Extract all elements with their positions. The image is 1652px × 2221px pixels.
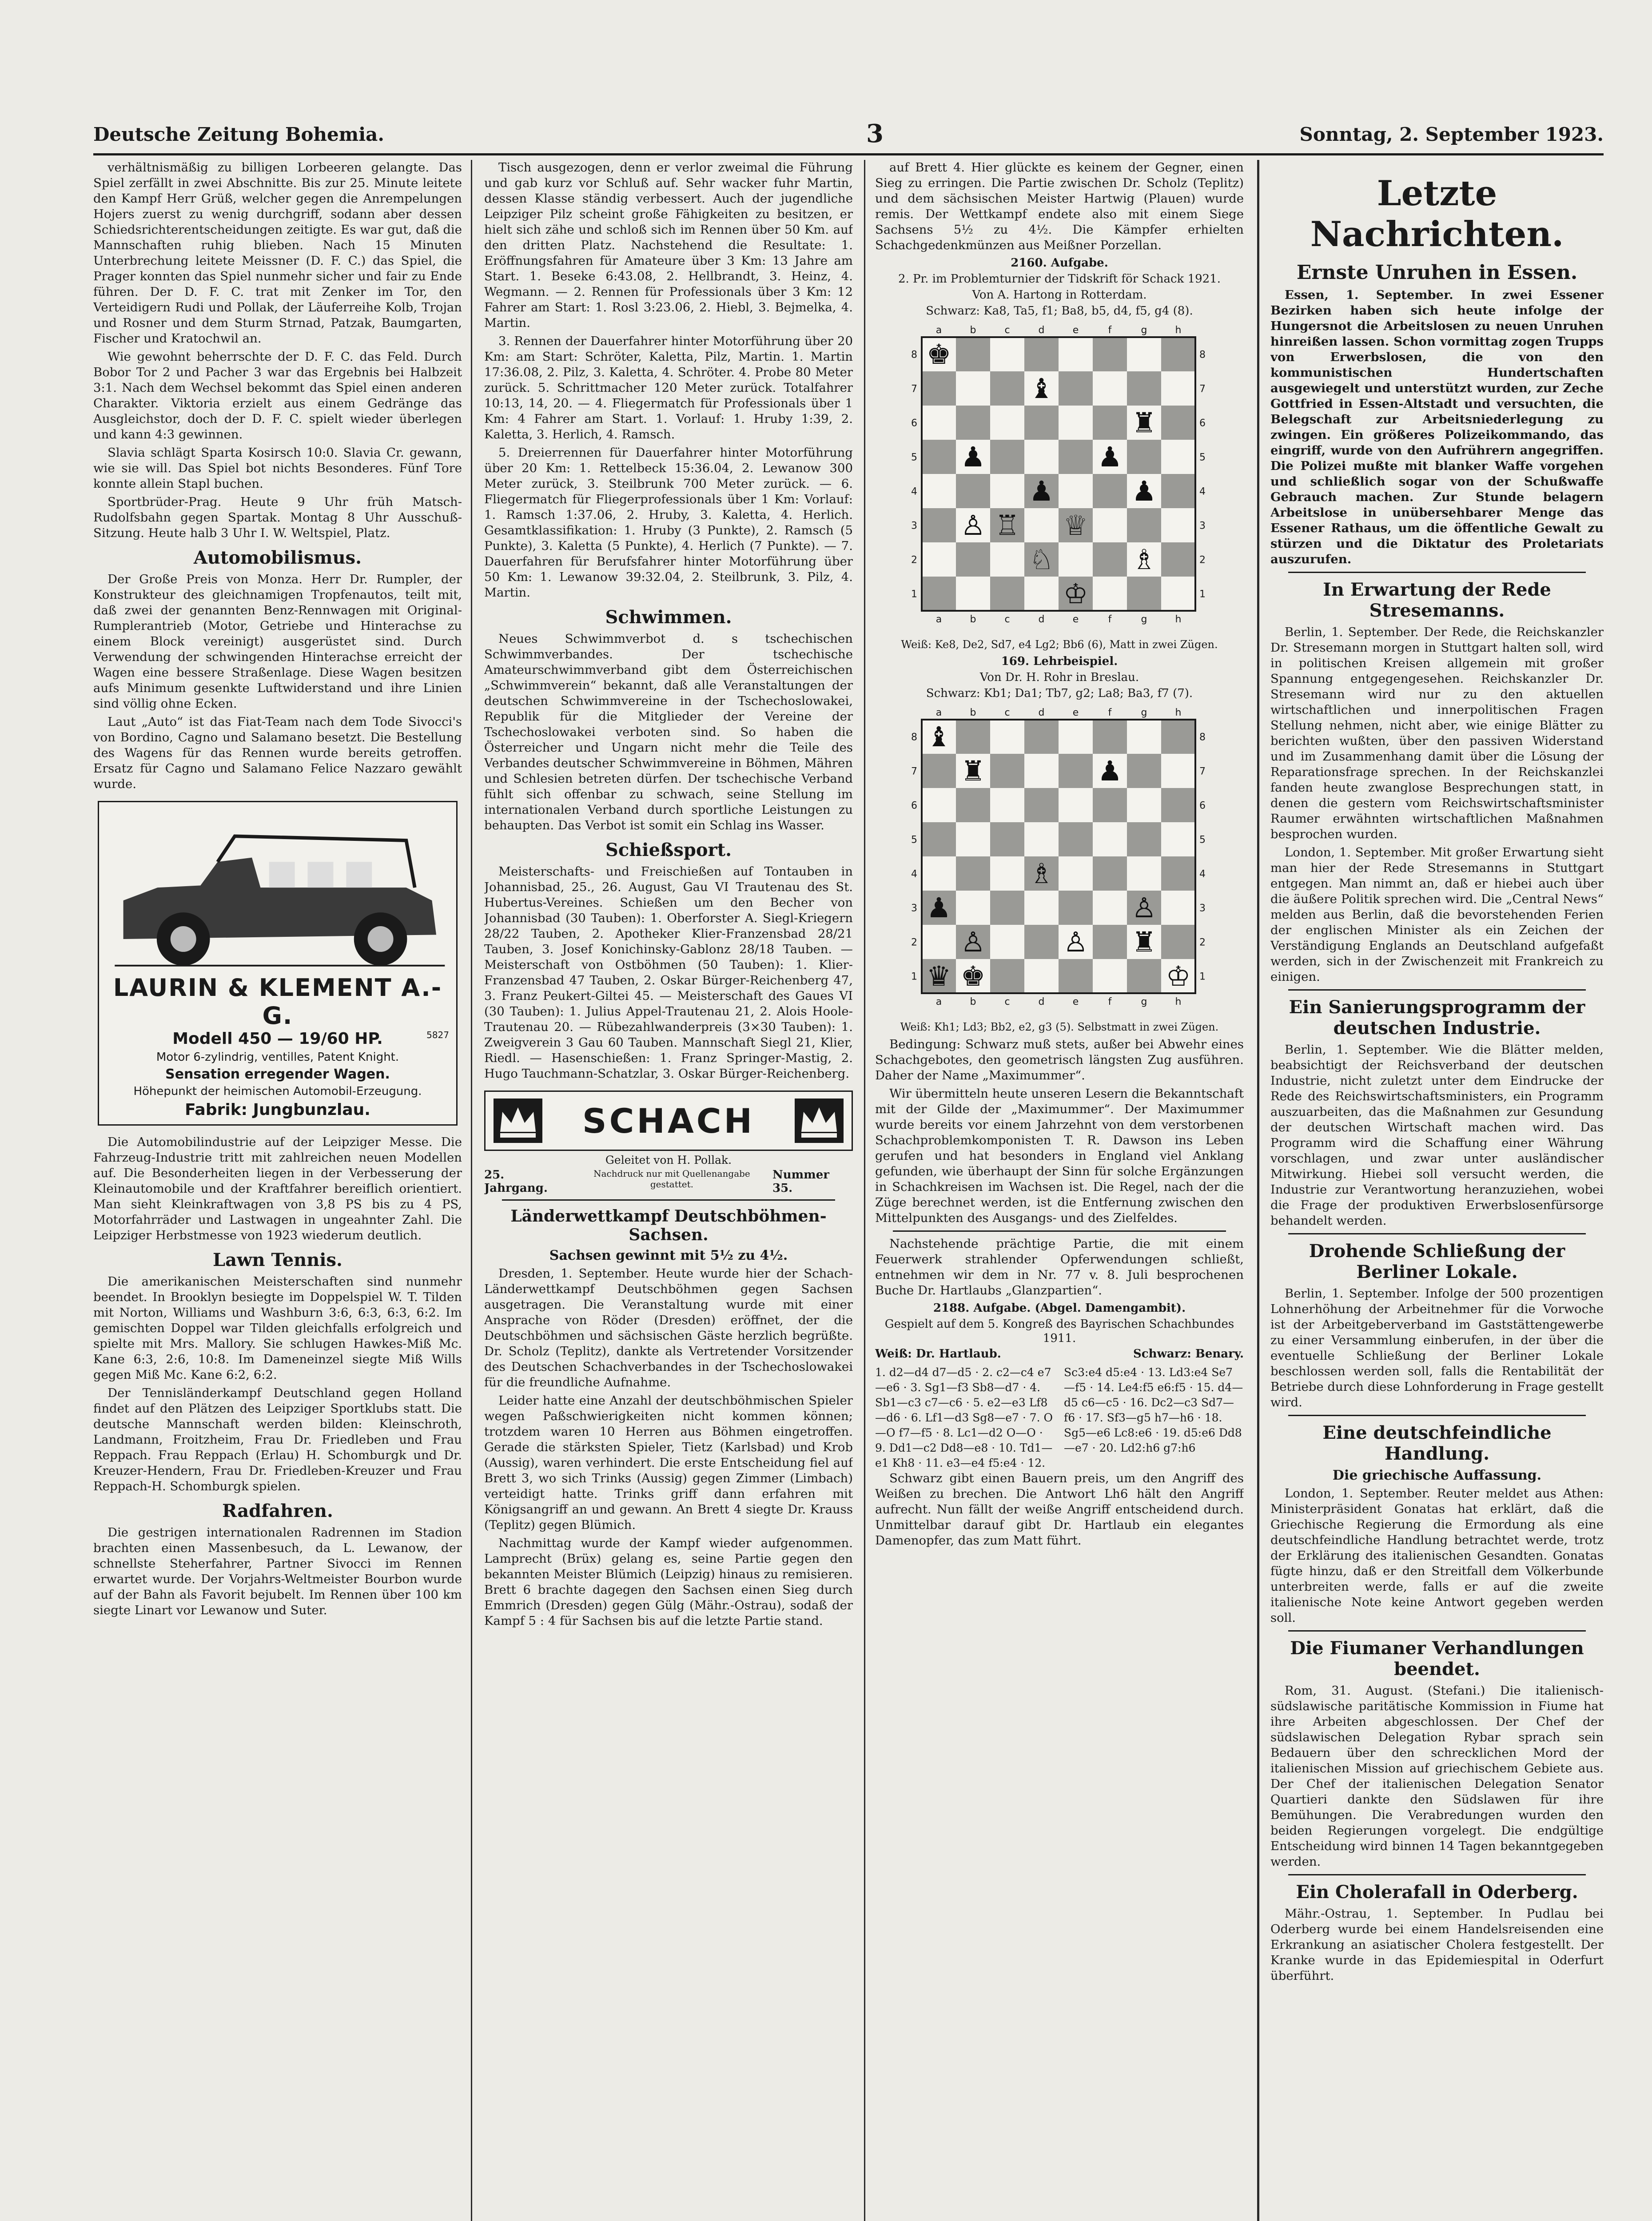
- board-label: 6: [1199, 800, 1206, 812]
- issue-date: Sonntag, 2. September 1923.: [1299, 123, 1604, 145]
- section-heading: Ernste Unruhen in Essen.: [1296, 261, 1578, 284]
- chess-number: Nummer 35.: [772, 1168, 829, 1195]
- section-heading: Schwimmen.: [605, 607, 732, 628]
- board-square: [1024, 440, 1059, 474]
- chess-piece-icon: ♝: [926, 720, 951, 753]
- article-text: Tisch ausgezogen, denn er verlor zweimal die Führung und gab kurz vor Schluß auf. Sehr wacker fuhr Martin, dessen Klasse ständig verbessert. Auch der jugendliche Leipziger Pilz scheint große Fähigkeiten zu besitzen, er hielt sich zähe und schloß sich im Rennen über 50 Km. auf den dritten Platz. Nachstehend die Resultate: 1. Eröffnungsfahren für Amateure über 3 Km: 13 Jahre am Start. 1. Beseke 6:43.08, 2. Hellbrandt, 3. Heinz, 4. Wegmann. — 2. Rennen für Professionals über 3 Km: 12 Fahrer am Start: 1. Rosl 3:23.06, 2. Hiebl, 3. Bejmelka, 4. Martin.: [484, 160, 853, 330]
- divider: [1288, 1874, 1586, 1875]
- article-text: verhältnismäßig zu billigen Lorbeeren gelangte. Das Spiel zerfällt in zwei Abschnitte. Bis zur 25. Minute leitete den Kampf Herr Grüß, welcher gegen die Anrempelungen Hojers zuerst zu wenig durchgriff, sodann aber dessen Schiedsrichterentscheidungen zeitigte. Es war gut, daß die Mannschaften ruhig blieben. Nach 15 Minuten Unterbrechung leitete Meissner (D. F. C.) das Spiel, die Prager konnten das Spiel nunmehr sicher und fair zu Ende führen. Der D. F. C. trat mit Zenker im Tor, den Verteidigern Rudi und Pollak, der Läuferreihe Kolb, Trojan und Rosner und dem Sturm Strnad, Patzak, Baumgarten, Fischer und Kratochwil an.: [93, 160, 462, 346]
- car-advertisement: [98, 801, 458, 1126]
- chess-piece-icon: ♔: [1063, 577, 1088, 610]
- board-square: [956, 856, 990, 891]
- board-label: e: [1072, 614, 1079, 625]
- board-square: [1059, 440, 1093, 474]
- board-label: d: [1038, 614, 1045, 625]
- chess-piece-icon: ♙: [1131, 892, 1157, 924]
- article-text: Die gestrigen internationalen Radrennen im Stadion brachten einen Massenbesuch, da L. Lewanow, der schnellste Steherfahrer, Partner Sivocci im Rennen erwartet wurde. Der Vorjahrs-Weltmeister Bourbon wurde auf der Bahn als Favorit bejubelt. Im Rennen über 100 km siegte Linart vor Lewanow und Suter.: [93, 1525, 462, 1617]
- article-text: Berlin, 1. September. Der Rede, die Reichskanzler Dr. Stresemann morgen in Stuttgart halten soll, wird in politischen Kreisen allgemein mit großer Spannung entgegengesehen. Reichskanzler Dr. Stresemann wird nur zu den aktuellen wirtschaftlichen und innerpolitischen Fragen Stellung nehmen, nicht aber, wie einige Blätter zu berichten wußten, über den passiven Widerstand und im Zusammenhang damit über die Lösung der Reparationsfrage sprechen. In der Reichskanzlei fanden heute zwanglose Besprechungen statt, in denen die gestern vom Reichswirtschaftsminister Raumer erwähnten wirtschaftlichen Maßnahmen besprochen wurden.: [1270, 625, 1604, 841]
- game-moves: 1. d2—d4 d7—d5 · 2. c2—c4 e7—e6 · 3. Sg1—f3 Sb8—d7 · 4. Sb1—c3 c7—c6 · 5. e2—e3 Lf8—d6 · 6. Lf1—d3 Sg8—e7 · 7. O—O f7—f5 · 8. Lc1—d2 O—O · 9. Dd1—c2 Dd8—e8 · 10. Td1—e1 Kh8 · 11. e3—e4 f5:e4 · 12. Sc3:e4 d5:e4 · 13. Ld3:e4 Se7—f5 · 14. Le4:f5 e6:f5 · 15. d4—d5 c6—c5 · 16. Dc2—c3 Sd7—f6 · 17. Sf3—g5 h7—h6 · 18. Sg5—e6 Lc8:e6 · 19. d5:e6 Dd8—e7 · 20. Ld2:h6 g7:h6: [875, 1366, 1243, 1469]
- board-label: g: [1141, 996, 1147, 1007]
- board-square: [922, 577, 956, 611]
- chessboard-1: [906, 322, 1213, 634]
- chess-piece-icon: ♚: [926, 338, 951, 371]
- board-square: [956, 406, 990, 440]
- board-label: h: [1175, 325, 1182, 336]
- crown-icon: [795, 1099, 844, 1143]
- article-text: Nachmittag wurde der Kampf wieder aufgenommen. Lamprecht (Brüx) gelang es, seine Partie gegen den bekannten Meister Blümich (Leipzig) hinaus zu remisieren. Brett 6 brachte dagegen den Sachsen einen Sieg durch Emmrich (Dresden) gegen Gülg (Mähr.-Ostrau), sodaß der Kampf 5 : 4 für Sachsen bis auf die letzte Partie stand.: [484, 1536, 853, 1628]
- board-label: 7: [911, 766, 917, 777]
- page-header: [93, 119, 1604, 155]
- board-label: d: [1038, 707, 1045, 718]
- chess-piece-icon: ♗: [1131, 543, 1157, 576]
- board-square: [956, 577, 990, 611]
- article-text: Wir übermitteln heute unseren Lesern die Bekanntschaft mit der Gilde der „Maximummer“. Der Maximummer wurde bereits vor einem Jahrzehnt von dem verstorbenen Schachproblemkomponisten T. R. Dawson ins Leben gerufen und hat besonders in England viel Anklang gefunden, wie überhaupt der Sinn für solche Ergänzungen in Schachkreisen im Wachsen ist. Die Regel, nach der die Züge berechnet werden, ist die Entfernung zwischen den Mittelpunkten des Ausgangs- und des Zielfeldes.: [875, 1087, 1244, 1225]
- board-square: [1059, 754, 1093, 788]
- board-square: [990, 959, 1024, 993]
- chess-piece-icon: ♔: [1166, 960, 1191, 993]
- chess-reprint-note: Nachdruck nur mit Quellenangabe gestattet.: [593, 1168, 750, 1190]
- board-square: [956, 788, 990, 822]
- divider: [893, 1230, 1226, 1232]
- board-square: [1024, 925, 1059, 959]
- board-square: [922, 822, 956, 856]
- chess-piece-icon: ♟: [1097, 755, 1123, 788]
- board-label: 7: [1199, 383, 1206, 395]
- board-label: b: [970, 325, 976, 336]
- board-label: c: [1004, 325, 1010, 336]
- board-label: 5: [911, 834, 917, 846]
- white-player: Weiß: Dr. Hartlaub.: [875, 1347, 1001, 1361]
- board-square: [956, 822, 990, 856]
- board-square: [1127, 720, 1161, 754]
- chess-piece-icon: ♟: [960, 441, 986, 474]
- board-square: [1024, 406, 1059, 440]
- board-label: a: [935, 614, 942, 625]
- board-square: [990, 371, 1024, 406]
- board-square: [1024, 891, 1059, 925]
- board-square: [990, 720, 1024, 754]
- chess-piece-icon: ♛: [926, 960, 951, 993]
- chess-piece-icon: ♟: [1029, 475, 1054, 508]
- chess-piece-icon: ♟: [926, 892, 951, 924]
- board-label: 8: [1199, 349, 1206, 361]
- board-label: h: [1175, 996, 1182, 1007]
- section-heading: Ein Sanierungsprogramm der deutschen Industrie.: [1289, 997, 1585, 1039]
- problem-white: Weiß: Kh1; Ld3; Bb2, e2, g3 (5). Selbstmatt in zwei Zügen.: [900, 1021, 1219, 1033]
- problem-black: Schwarz: Kb1; Da1; Tb7, g2; La8; Ba3, f7 (7).: [926, 687, 1193, 700]
- board-square: [1093, 337, 1127, 371]
- chess-piece-icon: ♙: [960, 926, 986, 959]
- black-player: Schwarz: Benary.: [1133, 1347, 1244, 1361]
- column-divider: [864, 160, 865, 2221]
- section-heading: In Erwartung der Rede Stresemanns.: [1323, 579, 1551, 621]
- board-square: [1161, 406, 1195, 440]
- board-square: [1161, 577, 1195, 611]
- ad-line: Höhepunkt der heimischen Automobil-Erzeugung.: [133, 1085, 422, 1098]
- article-text: Die Automobilindustrie auf der Leipziger Messe. Die Fahrzeug-Industrie tritt mit zahlreichen neuen Modellen auf. Die Besonderheiten liegen in der Verbesserung der Kleinautomobile und der Kraftfahrer bereiflich orientiert. Man sieht Kleinkraftwagen von 3,8 PS bis zu 4 PS, Motorfahrräder und Lastwagen in ungeahnter Zahl. Die Leipziger Herbstmesse von 1923 wiederum deutlich.: [93, 1135, 462, 1242]
- board-square: [1127, 856, 1161, 891]
- ad-line: Sensation erregender Wagen.: [165, 1067, 390, 1082]
- board-square: [1059, 822, 1093, 856]
- board-square: [1024, 720, 1059, 754]
- chess-piece-icon: ♜: [1131, 926, 1157, 959]
- board-square: [1093, 508, 1127, 542]
- problem-author: Von A. Hartong in Rotterdam.: [972, 288, 1147, 302]
- board-square: [1093, 577, 1127, 611]
- chess-volume: 25. Jahrgang.: [484, 1168, 548, 1195]
- board-square: [922, 856, 956, 891]
- section-heading: Lawn Tennis.: [213, 1250, 342, 1270]
- crown-icon: [494, 1099, 542, 1143]
- section-heading: Drohende Schließung der Berliner Lokale.: [1309, 1241, 1565, 1282]
- board-label: 6: [1199, 418, 1206, 429]
- board-square: [990, 474, 1024, 508]
- board-label: 8: [911, 732, 917, 743]
- chess-piece-icon: ♜: [960, 755, 986, 788]
- board-square: [1127, 788, 1161, 822]
- divider: [1288, 989, 1586, 991]
- board-label: 4: [911, 486, 917, 498]
- article-text: Laut „Auto“ ist das Fiat-Team nach dem Tode Sivocci's von Bordino, Cagno und Salamano besetzt. Die Bestellung des Wagens für das Rennen wurde bereits getroffen. Ersatz für Cagno und Salamano Felice Nazzaro gewählt wurde.: [93, 715, 462, 791]
- board-square: [1093, 856, 1127, 891]
- board-label: a: [935, 325, 942, 336]
- section-heading: Eine deutschfeindliche Handlung.: [1322, 1422, 1552, 1464]
- board-square: [1093, 720, 1127, 754]
- board-square: [990, 754, 1024, 788]
- board-label: 5: [1199, 452, 1206, 463]
- section-heading: Ein Cholerafall in Oderberg.: [1296, 1882, 1578, 1903]
- ad-model-text: Modell 450 — 19/60 HP.: [172, 1030, 383, 1048]
- board-label: d: [1038, 325, 1045, 336]
- board-label: 1: [911, 971, 917, 983]
- section-title: Letzte Nachrichten.: [1310, 173, 1564, 255]
- board-square: [1161, 754, 1195, 788]
- board-square: [1059, 959, 1093, 993]
- board-square: [1024, 577, 1059, 611]
- board-label: a: [935, 996, 942, 1007]
- chess-meta: [484, 1168, 853, 1195]
- article-text: Die amerikanischen Meisterschaften sind nunmehr beendet. In Brooklyn besiegte im Doppelspiel W. T. Tilden mit Norton, Williams und Washburn 3:6, 6:3, 6:3, 6:2. Im gemischten Doppel war Tilden gleichfalls erfolgreich und spielte mit Mrs. Mallory. Sie schlugen Hawkes-Miß Mc. Kane 6:3, 2:6, 10:8. Im Dameneinzel siegte Miß Wills gegen Miß Mc. Kane 6:2, 6:2.: [93, 1274, 462, 1382]
- board-square: [1161, 508, 1195, 542]
- column-divider: [471, 160, 472, 2221]
- board-square: [1024, 508, 1059, 542]
- board-label: c: [1004, 614, 1010, 625]
- divider: [1288, 1415, 1586, 1416]
- page-number: 3: [866, 119, 884, 148]
- section-heading: Automobilismus.: [193, 547, 362, 568]
- problem-black: Schwarz: Ka8, Ta5, f1; Ba8, b5, d4, f5, g4 (8).: [926, 304, 1193, 318]
- chess-piece-icon: ♙: [1063, 926, 1088, 959]
- board-square: [922, 788, 956, 822]
- board-square: [1024, 337, 1059, 371]
- article-text: Leider hatte eine Anzahl der deutschböhmischen Spieler wegen Paßschwierigkeiten nicht kommen können; trotzdem waren 10 Herren aus Böhmen eingetroffen. Gerade die stärksten Spieler, Tietz (Karlsbad) und Krob (Aussig), waren verhindert. Die erste Entscheidung fiel auf Brett 3, wo sich Trinks (Aussig) gegen Zimmer (Limbach) verteidigt hatte. Trinks griff dann erfahren mit Königsangriff an und gewann. An Brett 4 siegte Dr. Krauss (Teplitz) gegen Blümich.: [484, 1393, 853, 1532]
- board-square: [1127, 440, 1161, 474]
- section-heading: Radfahren.: [222, 1501, 333, 1521]
- board-square: [956, 371, 990, 406]
- board-square: [1024, 754, 1059, 788]
- board-square: [1093, 925, 1127, 959]
- board-square: [922, 925, 956, 959]
- board-square: [1161, 925, 1195, 959]
- board-square: [1093, 822, 1127, 856]
- board-square: [990, 788, 1024, 822]
- board-square: [990, 542, 1024, 577]
- column-latest-news: [1270, 160, 1604, 2221]
- board-square: [922, 542, 956, 577]
- board-square: [1093, 406, 1127, 440]
- game-players: [875, 1347, 1244, 1361]
- board-label: 3: [1199, 903, 1206, 914]
- board-square: [1127, 508, 1161, 542]
- board-square: [1059, 542, 1093, 577]
- column-sports-2: [484, 160, 853, 2221]
- board-square: [1161, 337, 1195, 371]
- board-label: 3: [1199, 520, 1206, 532]
- article-text: Meisterschafts- und Freischießen auf Tontauben in Johannisbad, 25., 26. August, Gau VI Trautenau des St. Hubertus-Vereines. Schießen um den Becher von Johannisbad (30 Tauben): 1. Oberforster A. Siegl-Kriegern 28/22 Tauben, 2. Apotheker Klier-Franzensbad 28/21 Tauben, 3. Josef Konichinsky-Gablonz 28/18 Tauben. — Meisterschaft von Ostböhmen (50 Tauben): 1. Klier-Franzensbad 47 Tauben, 2. Oskar Bürger-Reichenberg 47, 3. Franz Peukert-Giltei 45. — Meisterschaft des Gaues VI (30 Tauben): 1. Julius Appel-Trautenau 21, 2. Alois Hoole-Trautenau 20. — Rübezahlwanderpreis (3×30 Tauben): 1. Zweigverein 3 Gau 60 Tauben. Mannschaft Siegl 21, Klier, Riedl. — Hasenschießen: 1. Franz Springer-Mastig, 2. Hugo Tauchmann-Schatzlar, 3. Oskar Bürger-Reichenberg.: [484, 864, 853, 1081]
- problem-heading: 169. Lehrbeispiel.: [1001, 655, 1118, 668]
- column-chess: [875, 160, 1244, 2221]
- chess-title: SCHACH: [582, 1101, 755, 1141]
- board-label: 6: [911, 418, 917, 429]
- board-square: [1161, 788, 1195, 822]
- chessboard-diagram: [906, 704, 1213, 1015]
- chess-piece-icon: ♜: [1131, 406, 1157, 439]
- board-square: [1161, 891, 1195, 925]
- car-illustration: [106, 808, 449, 972]
- board-square: [1161, 440, 1195, 474]
- board-label: c: [1004, 707, 1010, 718]
- divider: [1288, 1630, 1586, 1632]
- board-square: [922, 508, 956, 542]
- article-text: Nachstehende prächtige Partie, die mit einem Feuerwerk strahlender Opferwendungen schließt, entnehmen wir dem in Nr. 77 v. 8. Juli besprochenen Buche Dr. Hartlaubs „Glanzpartien“.: [875, 1237, 1244, 1298]
- board-square: [1161, 856, 1195, 891]
- article-text: London, 1. September. Mit großer Erwartung sieht man hier der Rede Stresemanns in Stuttgart entgegen. Man nimmt an, daß er hiebei auch über die äußere Politik sprechen wird. Die „Central News“ melden aus Berlin, daß die bevorstehenden Ferien der englischen Minister als ein Zeichen der Verständigung Englands an Deutschland aufgefaßt werden, sich in der Zwischenzeit mit Frankreich zu einigen.: [1270, 845, 1604, 984]
- board-label: a: [935, 707, 942, 718]
- article-text: Schwarz gibt einen Bauern preis, um den Angriff des Weißen zu brechen. Die Antwort Lh6 hält den Angriff aufrecht. Nun fällt der weiße Angriff entscheidend durch. Unmittelbar darauf gibt Dr. Hartlaub ein elegantes Damenopfer, das zum Matt führt.: [875, 1471, 1244, 1548]
- board-label: 3: [911, 520, 917, 532]
- board-label: h: [1175, 614, 1182, 625]
- board-label: 2: [911, 937, 917, 948]
- board-label: b: [970, 614, 976, 625]
- section-subheading: Sachsen gewinnt mit 5½ zu 4½.: [549, 1248, 788, 1263]
- board-square: [1059, 371, 1093, 406]
- board-square: [1024, 822, 1059, 856]
- board-label: 1: [911, 589, 917, 600]
- board-square: [1161, 542, 1195, 577]
- board-label: b: [970, 707, 976, 718]
- board-square: [990, 822, 1024, 856]
- chessboard-2: [906, 704, 1213, 1017]
- board-label: g: [1141, 614, 1147, 625]
- article-text: Berlin, 1. September. Infolge der 500 prozentigen Lohnerhöhung der Arbeitnehmer für die Vorwoche ist der Arbeitgeberverband im Gaststättengewerbe zu einer Versammlung einberufen, in der über die eventuelle Schließung der Berliner Lokale beschlossen werden soll, falls die Rentabilität der Betriebe durch diese Lohnforderung in Frage gestellt wird.: [1270, 1286, 1604, 1409]
- board-square: [922, 440, 956, 474]
- board-square: [1127, 959, 1161, 993]
- board-square: [922, 406, 956, 440]
- board-square: [1127, 337, 1161, 371]
- board-square: [1059, 474, 1093, 508]
- article-text: Bedingung: Schwarz muß stets, außer bei Abwehr eines Schachgebotes, den geometrisch längsten Zug ausführen. Daher der Name „Maximummer“.: [875, 1037, 1244, 1083]
- game-heading: 2188. Aufgabe. (Abgel. Damengambit).: [933, 1302, 1186, 1315]
- board-square: [956, 337, 990, 371]
- board-square: [990, 577, 1024, 611]
- board-square: [922, 754, 956, 788]
- section-subheading: Die griechische Auffassung.: [1332, 1468, 1542, 1483]
- board-label: 8: [1199, 732, 1206, 743]
- problem-author: Von Dr. H. Rohr in Breslau.: [979, 671, 1139, 684]
- board-label: 5: [1199, 834, 1206, 846]
- chess-piece-icon: ♗: [1029, 857, 1054, 890]
- board-square: [1161, 822, 1195, 856]
- board-label: d: [1038, 996, 1045, 1007]
- divider: [1288, 572, 1586, 573]
- chess-editor: Geleitet von H. Pollak.: [605, 1154, 732, 1166]
- board-label: 5: [911, 452, 917, 463]
- board-square: [956, 720, 990, 754]
- article-text: Slavia schlägt Sparta Kosirsch 10:0. Slavia Cr. gewann, wie sie will. Das Spiel bot nichts Besonderes. Fünf Tore konnte allein Stapl buchen.: [93, 446, 462, 491]
- board-label: 8: [911, 349, 917, 361]
- board-label: f: [1108, 996, 1112, 1007]
- board-square: [956, 474, 990, 508]
- board-label: e: [1072, 707, 1079, 718]
- board-square: [1059, 337, 1093, 371]
- board-label: 6: [911, 800, 917, 812]
- board-label: b: [970, 996, 976, 1007]
- divider: [502, 1199, 835, 1201]
- board-label: e: [1072, 325, 1079, 336]
- ad-brand: LAURIN & KLEMENT A.-G.: [113, 974, 442, 1030]
- board-square: [922, 371, 956, 406]
- board-square: [1024, 788, 1059, 822]
- board-label: 7: [911, 383, 917, 395]
- board-square: [1161, 474, 1195, 508]
- board-square: [956, 891, 990, 925]
- article-text: Sportbrüder-Prag. Heute 9 Uhr früh Matsch-Rudolfsbahn gegen Spartak. Montag 8 Uhr Ausschuß-Sitzung. Heute halb 3 Uhr I. W. Weltspiel, Platz.: [93, 495, 462, 540]
- chess-column-banner: [484, 1091, 853, 1151]
- problem-white: Weiß: Ke8, De2, Sd7, e4 Lg2; Bb6 (6), Matt in zwei Zügen.: [901, 638, 1218, 651]
- board-label: 4: [1199, 486, 1206, 498]
- board-square: [990, 440, 1024, 474]
- board-label: g: [1141, 707, 1147, 718]
- column-sports-1: [93, 160, 462, 2221]
- board-label: f: [1108, 614, 1112, 625]
- board-square: [990, 856, 1024, 891]
- chess-piece-icon: ♚: [960, 960, 986, 993]
- ad-fabrik: Fabrik: Jungbunzlau.: [185, 1101, 370, 1119]
- board-square: [990, 337, 1024, 371]
- article-text: Rom, 31. August. (Stefani.) Die italienisch-südslawische paritätische Kommission in Fiume hat ihre Arbeiten abgeschlossen. Der Chef der südslawischen Delegation Rybar sprach sein Bedauern über den schrecklichen Mord der italienischen Mission auf griechischem Gebiete aus. Der Chef der italienischen Delegation Senator Quartieri dankte den Südslawen für ihre Bemühungen. Die Verabredungen wurden den beiden Regierungen vorgelegt. Die endgültige Entscheidung wird binnen 14 Tagen bekanntgegeben werden.: [1270, 1684, 1604, 1869]
- board-square: [1059, 406, 1093, 440]
- column-divider: [1257, 160, 1259, 2221]
- board-square: [1093, 542, 1127, 577]
- board-square: [1127, 754, 1161, 788]
- board-square: [1024, 959, 1059, 993]
- ad-line: Motor 6-zylindrig, ventilles, Patent Knight.: [156, 1051, 399, 1064]
- board-square: [1127, 371, 1161, 406]
- board-square: [1093, 891, 1127, 925]
- board-square: [1127, 577, 1161, 611]
- board-label: 2: [1199, 937, 1206, 948]
- board-square: [1059, 856, 1093, 891]
- divider: [1288, 1233, 1586, 1234]
- board-label: 4: [1199, 868, 1206, 880]
- ad-model: [106, 1030, 449, 1048]
- board-label: e: [1072, 996, 1079, 1007]
- board-square: [1161, 720, 1195, 754]
- article-text: London, 1. September. Reuter meldet aus Athen: Ministerpräsident Gonatas hat erklärt, daß die Griechische Regierung die Ermordung als eine deutschfeindliche Handlung betrachtet werde, trotz der Erklärung des italienischen Gesandten. Gonatas fügte hinzu, daß er den Streitfall dem Völkerbunde unterbreiten werde, falls er auf die zweite italienische Note keine Antwort gegeben werden soll.: [1270, 1486, 1604, 1625]
- board-label: h: [1175, 707, 1182, 718]
- section-heading: Die Fiumaner Verhandlungen beendet.: [1290, 1638, 1584, 1680]
- board-label: f: [1108, 325, 1112, 336]
- section-heading: Länderwettkampf Deutschböhmen-Sachsen.: [510, 1207, 827, 1244]
- board-square: [1093, 371, 1127, 406]
- chess-piece-icon: ♟: [1097, 441, 1123, 474]
- chess-piece-icon: ♟: [1131, 475, 1157, 508]
- board-label: c: [1004, 996, 1010, 1007]
- article-text: Mähr.-Ostrau, 1. September. In Pudlau bei Oderberg wurde bei einem Handelsreisenden eine Erkrankung an asiatischer Cholera festgestellt. Der Kranke wurde in das Epidemiespital in Oderfurt überführt.: [1270, 1907, 1604, 1983]
- chess-piece-icon: ♖: [995, 509, 1020, 542]
- chess-piece-icon: ♕: [1063, 509, 1088, 542]
- board-label: 3: [911, 903, 917, 914]
- article-text: Berlin, 1. September. Wie die Blätter melden, beabsichtigt der Reichsverband der deutschen Industrie, nicht zuletzt unter dem Eindrucke der Rede des Reichswirtschaftsministers, ein Programm auszuarbeiten, das die Maßnahmen zur Gesundung der deutschen Wirtschaft machen wird. Das Programm wird die Schaffung einer Währung vorschlagen, und zwar unter ausländischer Mitwirkung. Hiebei soll versucht werden, die Industrie zur Verantwortung heranzuziehen, wobei die Frage der produktiven Erwerbslosenfürsorge behandelt werden.: [1270, 1043, 1604, 1228]
- board-label: f: [1108, 707, 1112, 718]
- article-text: Essen, 1. September. In zwei Essener Bezirken haben sich heute infolge der Hungersnot die Arbeitslosen zu neuen Unruhen hinreißen lassen. Schon vormittag zogen Trupps von Erwerbslosen, die von den kommunistischen Hundertschaften ausgewiegelt und unterstützt wurden, zur Zeche Gottfried in Essen-Altstadt und versuchten, die Belegschaft zur Arbeitsniederlegung zu zwingen. Ein größeres Polizeikommando, das eingriff, wurde von den Aufrührern angegriffen. Die Polizei mußte mit blanker Waffe vorgehen und schließlich sogar von der Schußwaffe Gebrauch machen. Zur Stunde belagern Arbeitslose in unübersehbarer Menge das Essener Rathaus, um die öffentliche Gewalt zu stürzen und die Diktatur des Proletariats auszurufen.: [1270, 288, 1604, 566]
- ad-number: 5827: [426, 1030, 449, 1040]
- article-text: Der Tennisländerkampf Deutschland gegen Holland findet auf den Plätzen des Leipziger Sportklubs statt. Die deutsche Mannschaft werden bilden: Kleinschroth, Landmann, Froitzheim, Frau Dr. Friedleben und Frau Reppach. Frau Reppach (Erlau) H. Schomburgk und Dr. Kreuzer-Hendern, Frau Dr. Friedleben-Kreuzer und Frau Reppach-H. Schomburgk spielen.: [93, 1386, 462, 1493]
- article-text: Dresden, 1. September. Heute wurde hier der Schach-Länderwettkampf Deutschböhmen gegen Sachsen ausgetragen. Die Veranstaltung wurde mit einer Ansprache von Röder (Dresden) eröffnet, der die Deutschböhmen und sächsischen Gäste herzlich begrüßte. Dr. Scholz (Teplitz), dankte als Vertretender Vorsitzender des Deutschen Schachverbandes in der Tschechoslowakei für die freundliche Aufnahme.: [484, 1266, 853, 1389]
- board-square: [1093, 474, 1127, 508]
- board-square: [1127, 822, 1161, 856]
- board-label: 2: [1199, 554, 1206, 566]
- masthead: Deutsche Zeitung Bohemia.: [93, 123, 384, 145]
- article-text: Der Große Preis von Monza. Herr Dr. Rumpler, der Konstrukteur des gleichnamigen Tropfenautos, teilt mit, daß zwei der genannten Benz-Rennwagen mit Original-Rumplerantrieb (Motor, Getriebe und Hinterachse zu einem Block vereinigt) ausgerüstet sind. Durch Verwendung der schwingenden Hinterachse erreicht der Wagen eine bessere Straßenlage. Diese Wagen besitzen aufs Minimum gesenkte Luftwiderstand und ihre Linien sind völlig ohne Ecken.: [93, 572, 462, 711]
- problem-source: 2. Pr. im Problemturnier der Tidskrift för Schack 1921.: [898, 272, 1221, 286]
- board-square: [1093, 959, 1127, 993]
- board-label: 4: [911, 868, 917, 880]
- game-source: Gespielt auf dem 5. Kongreß des Bayrischen Schachbundes 1911.: [884, 1317, 1234, 1345]
- board-square: [1059, 891, 1093, 925]
- board-label: 1: [1199, 971, 1206, 983]
- article-text: 3. Rennen der Dauerfahrer hinter Motorführung über 20 Km: am Start: Schröter, Kaletta, Pilz, Martin. 1. Martin 17:36.08, 2. Pilz, 3. Kaletta, 4. Schröter. 4. Probe 80 Meter zurück. 5. Schrittmacher 120 Meter zurück. Totalfahrer 10:13, 14, 20. — 4. Fliegermatch für Professionals über 1 Km: 4 Fahrer am Start. 1. Vorlauf: 1. Hruby 1:39, 2. Kaletta, 3. Herlich, 4. Ramsch.: [484, 334, 853, 442]
- chess-piece-icon: ♝: [1029, 372, 1054, 405]
- article-text: auf Brett 4. Hier glückte es keinem der Gegner, einen Sieg zu erringen. Die Partie zwischen Dr. Scholz (Teplitz) und dem sächsischen Meister Hartwig (Plauen) wurde remis. Der Wettkampf endete also mit einem Siege Sachsens 5½ zu 4½. Die Kämpfer erhielten Schachgedenkmünzen aus Meißner Porzellan.: [875, 160, 1244, 252]
- board-square: [990, 925, 1024, 959]
- board-square: [1059, 720, 1093, 754]
- board-square: [956, 542, 990, 577]
- chess-piece-icon: ♙: [960, 509, 986, 542]
- board-square: [1093, 788, 1127, 822]
- section-heading: Schießsport.: [605, 840, 732, 860]
- board-label: 7: [1199, 766, 1206, 777]
- board-square: [990, 891, 1024, 925]
- problem-heading: 2160. Aufgabe.: [1011, 256, 1108, 270]
- article-text: Wie gewohnt beherrschte der D. F. C. das Feld. Durch Bobor Tor 2 und Pacher 3 war das Ergebnis bei Halbzeit 3:1. Nach dem Wechsel bekommt das Spiel einen anderen Charakter. Viktoria erzielt aus einem Gedränge das Ausgleichstor, doch der D. F. C. spielt wieder überlegen und kann 4:3 gewinnen.: [93, 350, 462, 442]
- header-rule: [93, 153, 1604, 155]
- board-square: [922, 474, 956, 508]
- chessboard-diagram: [906, 322, 1213, 633]
- board-square: [990, 406, 1024, 440]
- board-label: 2: [911, 554, 917, 566]
- article-text: Neues Schwimmverbot d. s tschechischen Schwimmverbandes. Der tschechische Amateurschwimmverband gibt dem Österreichischen „Schwimmverein“ bekannt, daß alle Veranstaltungen der deutschen Schwimmvereine in der Tschechoslowakei, Republik für die Mitglieder der Vereine der Tschechoslowakei verboten sind. So haben die Österreicher und Ungarn nicht mehr die Teile des Verbandes deutscher Schwimmvereine in Böhmen, Mähren und Schlesien betreten dürfen. Der tschechische Verband fühlt sich offenbar zu schwach, seine Stellung im internationalen Verband durch sportliche Leistungen zu behaupten. Das Verbot ist somit ein Schlag ins Wasser.: [484, 632, 853, 832]
- board-label: 1: [1199, 589, 1206, 600]
- article-text: 5. Dreierrennen für Dauerfahrer hinter Motorführung über 20 Km: 1. Rettelbeck 15:36.04, 2. Lewanow 300 Meter zurück, 3. Steilbrunk 700 Meter zurück. — 6. Fliegermatch für Fliegerprofessionals über 1 Km: Vorlauf: 1. Ramsch 1:37.06, 2. Hruby, 3. Kaletta, 4. Herlich. Gesamtklassifikation: 1. Hruby (3 Punkte), 2. Ramsch (5 Punkte), 3. Kaletta (5 Punkte), 4. Herlich (7 Punkte). — 7. Dauerfahren für Berufsfahrer hinter Motorführung über 50 Km: 1. Lewanow 39:32.04, 2. Steilbrunk, 3. Pilz, 4. Martin.: [484, 446, 853, 600]
- board-label: g: [1141, 325, 1147, 336]
- board-square: [1161, 371, 1195, 406]
- chess-piece-icon: ♘: [1029, 543, 1054, 576]
- board-square: [1059, 788, 1093, 822]
